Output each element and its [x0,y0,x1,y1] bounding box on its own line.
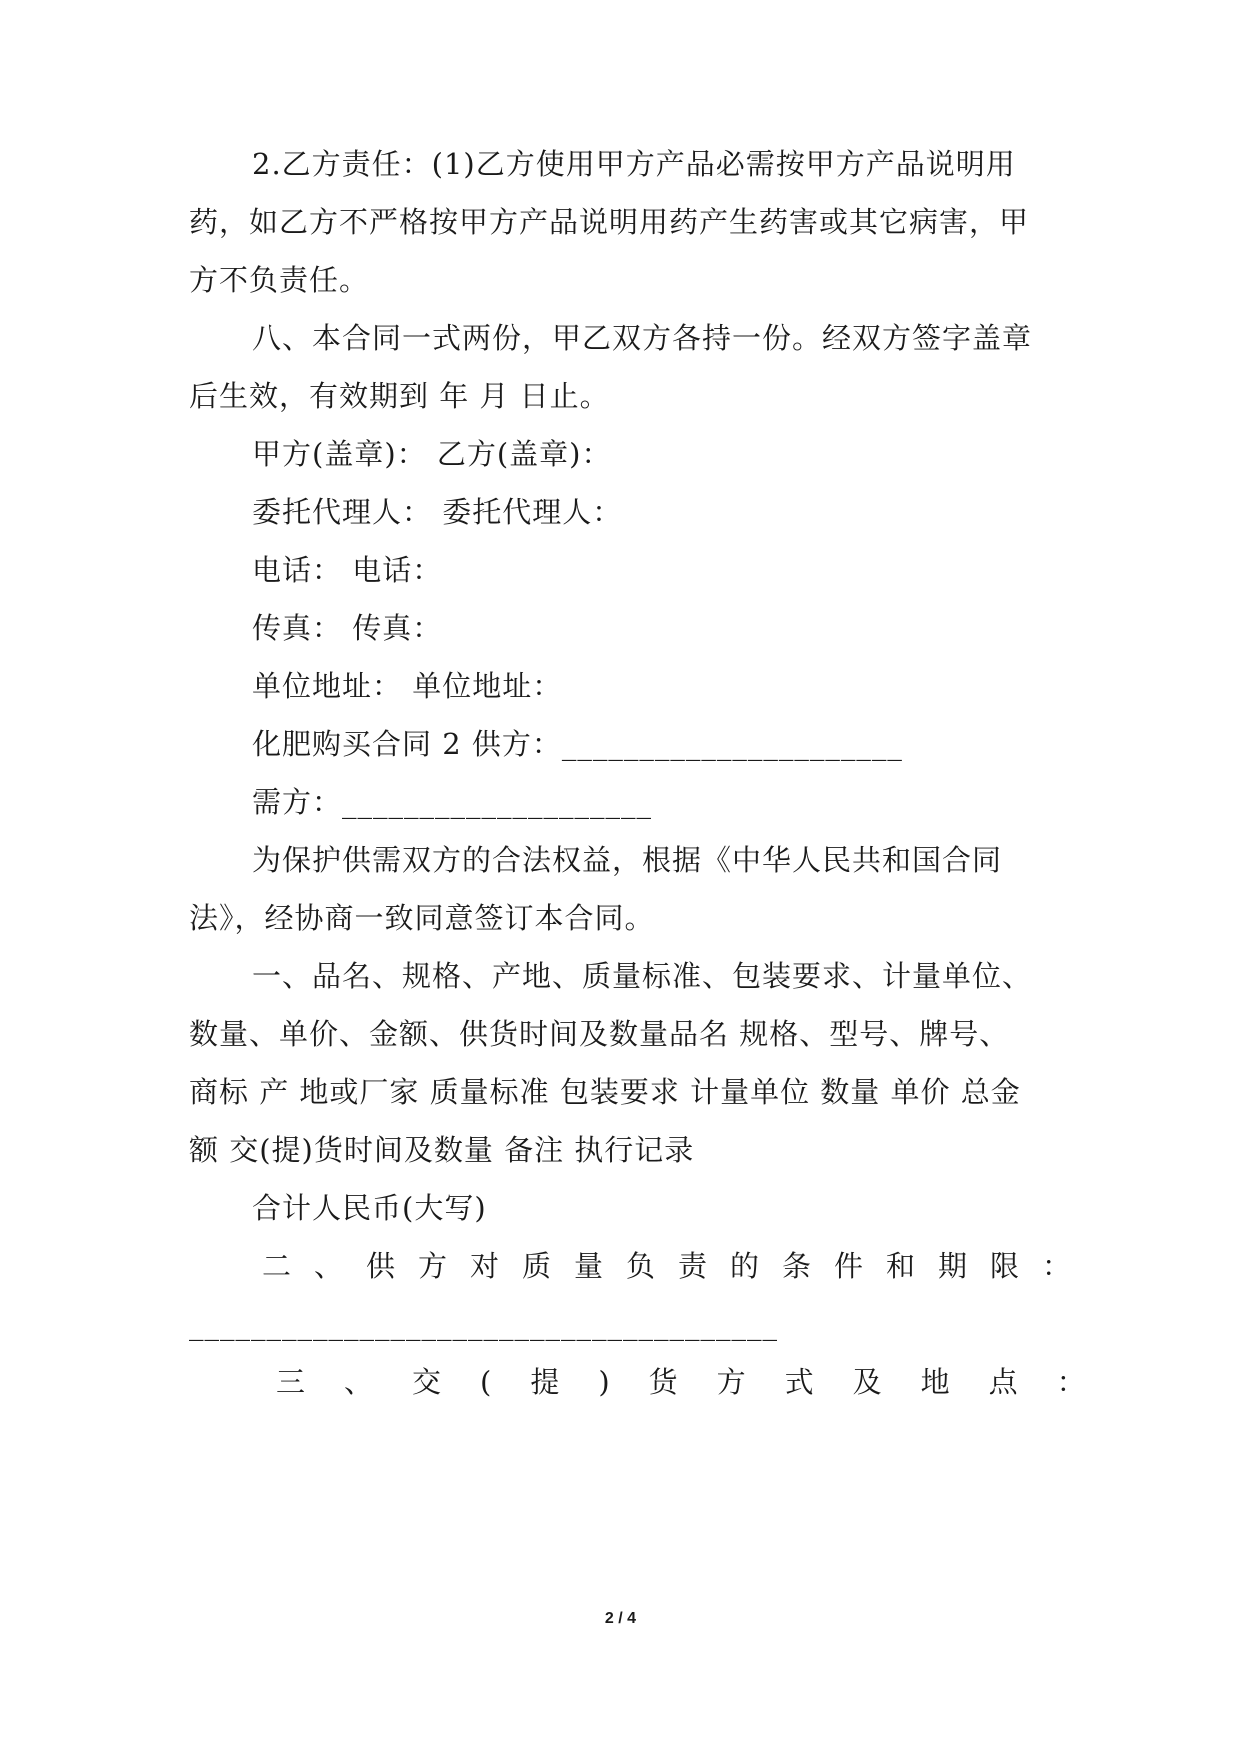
paragraph-line: 合计人民币(大写) [252,1191,487,1225]
paragraph-line: 数量、单价、金额、供货时间及数量品名 规格、型号、牌号、 [189,1017,1010,1051]
paragraph-line: 药，如乙方不严格按甲方产品说明用药产生药害或其它病害，甲 [189,205,1030,239]
paragraph-line: 需方：____________________ [252,785,653,819]
paragraph-line: 2.乙方责任：(1)乙方使用甲方产品必需按甲方产品说明用 [252,147,1016,181]
paragraph-line: 八、本合同一式两份，甲乙双方各持一份。经双方签字盖章 [252,321,1033,355]
page-number: 2 / 4 [604,1610,637,1627]
paragraph-line: 商标 产 地或厂家 质量标准 包装要求 计量单位 数量 单价 总金 [189,1075,1021,1109]
paragraph-line: 三、交(提)货方式及地点： [276,1365,1125,1399]
contract-title-line: 化肥购买合同 2 供方：______________________ [252,727,903,761]
signature-line: 电话： 电话： [252,553,443,587]
paragraph-line: 一、品名、规格、产地、质量标准、包装要求、计量单位、 [252,959,1033,993]
paragraph-line: 方不负责任。 [189,263,370,297]
signature-line: 甲方(盖章)： 乙方(盖章)： [252,437,612,471]
paragraph-line: 二、供方对质量负责的条件和期限： [262,1249,1095,1283]
paragraph-line: 为保护供需双方的合法权益，根据《中华人民共和国合同 [252,843,1003,877]
paragraph-line: 法》，经协商一致同意签订本合同。 [189,901,655,935]
blank-underline: ______________________________________ [189,1307,778,1341]
paragraph-line: 额 交(提)货时间及数量 备注 执行记录 [189,1133,695,1167]
signature-line: 单位地址： 单位地址： [252,669,563,703]
signature-line: 委托代理人： 委托代理人： [252,495,623,529]
paragraph-line: 后生效，有效期到 年 月 日止。 [189,379,610,413]
signature-line: 传真： 传真： [252,611,443,645]
